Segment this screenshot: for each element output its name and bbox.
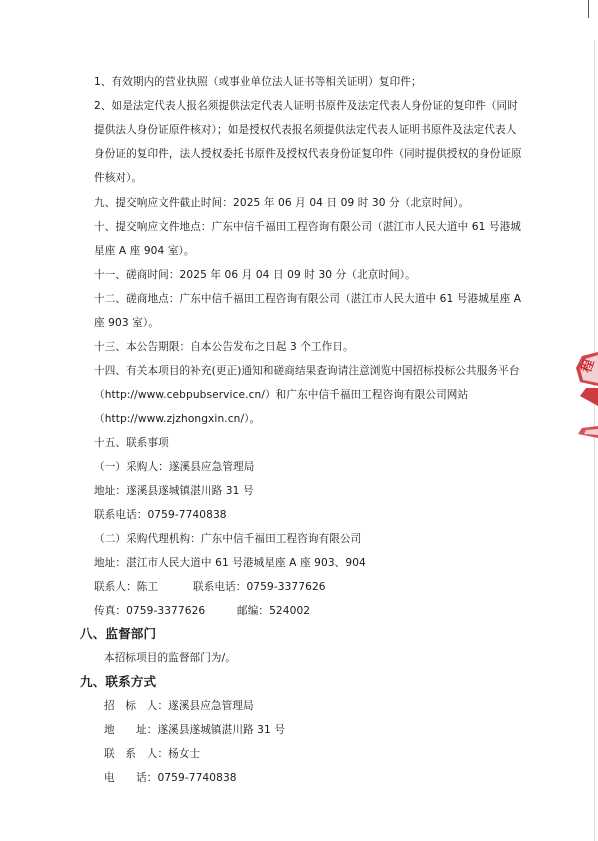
section-11-time: 十一、磋商时间：2025 年 06 月 04 日 09 时 30 分（北京时间）。 xyxy=(94,269,416,281)
heading-contact: 九、联系方式 xyxy=(80,674,157,689)
supervision-text: 本招标项目的监督部门为/。 xyxy=(104,652,236,664)
req-item-2-line-4: 件核对）。 xyxy=(94,172,143,184)
section-12-line-2: 座 903 室）。 xyxy=(94,317,159,329)
purchaser-address: 地址：遂溪县遂城镇湛川路 31 号 xyxy=(94,485,254,497)
agency-fax: 传真：0759-3377626 xyxy=(94,605,206,617)
contact-person: 联 系 人：杨女士 xyxy=(104,748,201,760)
heading-supervision: 八、监督部门 xyxy=(80,626,157,641)
purchaser-phone: 联系电话：0759-7740838 xyxy=(94,509,227,521)
section-14-link-zjzhongxin[interactable]: （http://www.zjzhongxin.cn/）。 xyxy=(94,413,261,425)
req-item-2-line-3: 身份证的复印件，法人授权委托书原件及授权代表身份证复印件（同时提供授权的身份证原 xyxy=(94,148,522,160)
req-item-2-line-1: 2、如是法定代表人报名须提供法定代表人证明书原件及法定代表人身份证的复印件（同时 xyxy=(94,100,518,112)
req-item-2-line-2: 提供法人身份证原件核对）；如是授权代表报名须提供法定代表人证明书原件及法定代表人 xyxy=(94,124,517,136)
section-13-period: 十三、本公告期限：自本公告发布之日起 3 个工作日。 xyxy=(94,341,354,353)
section-9-deadline: 九、提交响应文件截止时间：2025 年 06 月 04 日 09 时 30 分（北京时间）。 xyxy=(94,197,470,209)
section-15-heading: 十五、联系事项 xyxy=(94,437,169,449)
contact-phone: 电 话：0759-7740838 xyxy=(104,772,237,784)
seal-stamp-fragment-bottom xyxy=(572,424,598,440)
seal-stamp-fragment-middle xyxy=(572,388,598,406)
agency-phone: 联系电话：0759-3377626 xyxy=(193,581,326,593)
section-14-link-cebpub[interactable]: （http://www.cebpubservice.cn/）和广东中信千福田工程咨询有限公司网站 xyxy=(94,389,469,401)
purchaser-name: （一）采购人：遂溪县应急管理局 xyxy=(94,461,255,473)
page-edge-line xyxy=(588,0,589,18)
agency-address: 地址：湛江市人民大道中 61 号港城星座 A 座 903、904 xyxy=(94,557,366,569)
agency-contact: 联系人：陈工 xyxy=(94,581,159,593)
section-14-line-1: 十四、有关本项目的补充(更正)通知和磋商结果查询请注意浏览中国招标投标公共服务平台 xyxy=(94,365,520,377)
agency-postcode: 邮编：524002 xyxy=(237,605,311,617)
contact-tenderer: 招 标 人：遂溪县应急管理局 xyxy=(104,700,254,712)
section-12-line-1: 十二、磋商地点：广东中信千福田工程咨询有限公司（湛江市人民大道中 61 号港城星座 A xyxy=(94,293,522,305)
page-edge-shadow xyxy=(594,40,595,841)
agency-name: （二）采购代理机构：广东中信千福田工程咨询有限公司 xyxy=(94,533,362,545)
contact-address: 地 址：遂溪县遂城镇湛川路 31 号 xyxy=(104,724,286,736)
req-item-1: 1、有效期内的营业执照（或事业单位法人证书等相关证明）复印件； xyxy=(94,76,422,88)
seal-stamp-character: 程 xyxy=(579,357,598,375)
section-10-line-1: 十、提交响应文件地点：广东中信千福田工程咨询有限公司（湛江市人民大道中 61 号港城 xyxy=(94,221,521,233)
section-10-line-2: 星座 A 座 904 室）。 xyxy=(94,245,195,257)
